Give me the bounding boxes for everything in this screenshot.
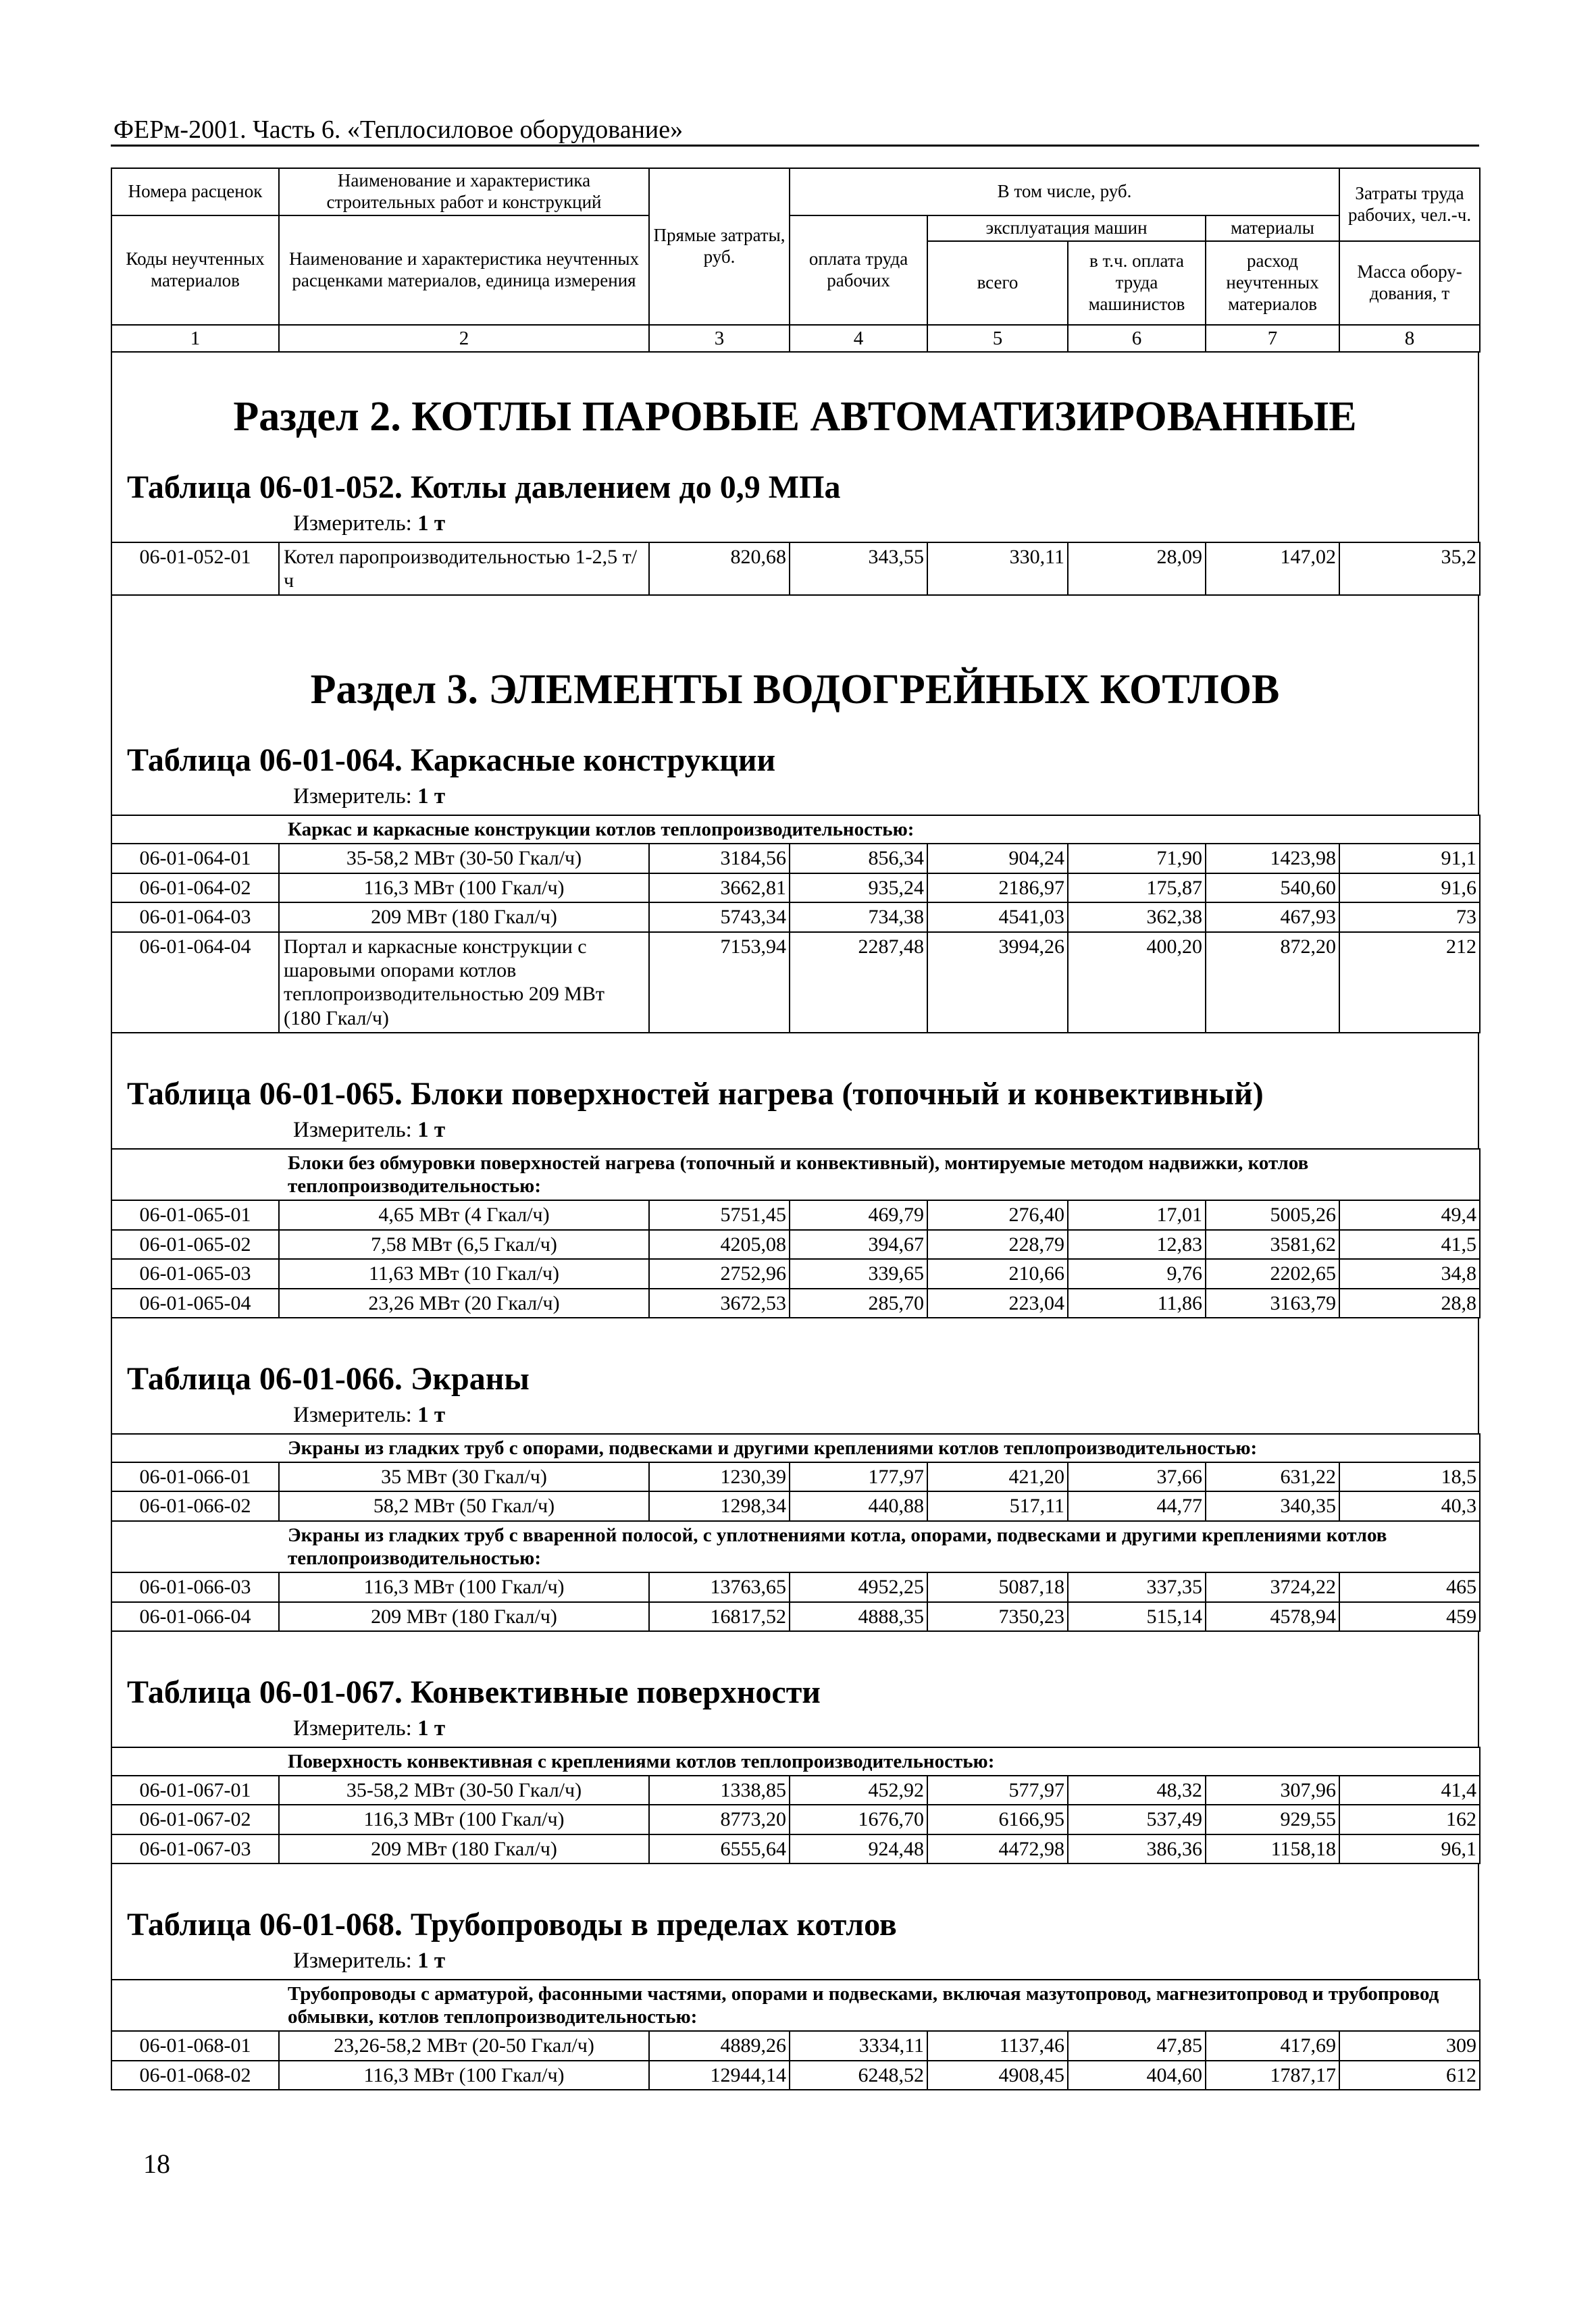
group-label: Каркас и каркасные конструкции котлов теплопроизводительностью: (111, 815, 1480, 844)
column-number: 7 (1206, 325, 1339, 352)
value-cell: 5005,26 (1206, 1200, 1339, 1229)
rate-code: 06-01-052-01 (111, 542, 279, 596)
column-number: 8 (1339, 325, 1480, 352)
value-cell: 175,87 (1068, 873, 1206, 902)
value-cell: 223,04 (927, 1289, 1068, 1318)
value-cell: 6166,95 (927, 1805, 1068, 1834)
value-cell: 394,67 (790, 1230, 927, 1259)
rate-code: 06-01-066-02 (111, 1491, 279, 1520)
value-cell: 3184,56 (649, 844, 790, 873)
group-row (111, 1434, 1480, 1462)
work-name: Портал и каркасные конструкции с шаровыми опорами котлов теплопроизводительностью 209 МВт (180 Гкал/ч) (279, 932, 649, 1033)
table-heading (111, 1662, 1479, 1747)
group-label: Блоки без обмуровки поверхностей нагрева (топочный и конвективный), монтируемые методом надвижки, котлов теплопроизводительностью: (111, 1149, 1480, 1200)
value-cell: 8773,20 (649, 1805, 790, 1834)
work-name: 35-58,2 МВт (30-50 Гкал/ч) (279, 844, 649, 873)
value-cell: 1298,34 (649, 1491, 790, 1520)
work-name: 35-58,2 МВт (30-50 Гкал/ч) (279, 1776, 649, 1805)
work-name: Котел паропроизводительностью 1-2,5 т/ч (279, 542, 649, 596)
rate-code: 06-01-065-02 (111, 1230, 279, 1259)
table-heading (111, 1063, 1479, 1148)
value-cell: 47,85 (1068, 2031, 1206, 2060)
table-heading (111, 457, 1479, 542)
table-row (111, 1776, 1480, 1805)
value-cell: 465 (1339, 1572, 1480, 1601)
rate-code: 06-01-065-03 (111, 1259, 279, 1288)
table-row (111, 844, 1480, 873)
column-number: 4 (790, 325, 927, 352)
table-heading (111, 729, 1479, 815)
table-row (111, 1289, 1480, 1318)
value-cell: 7350,23 (927, 1602, 1068, 1631)
value-cell: 4578,94 (1206, 1602, 1339, 1631)
value-cell: 49,4 (1339, 1200, 1480, 1229)
column-number: 1 (111, 325, 279, 352)
measure-unit-label: Измеритель: (293, 1716, 412, 1741)
col8-top-header: Затраты труда рабочих, чел.-ч. (1339, 168, 1480, 241)
value-cell: 5087,18 (927, 1572, 1068, 1601)
work-name: 7,58 МВт (6,5 Гкал/ч) (279, 1230, 649, 1259)
value-cell: 3662,81 (649, 873, 790, 902)
value-cell: 459 (1339, 1602, 1480, 1631)
document-body (111, 168, 1479, 2090)
table-row (111, 902, 1480, 931)
column-number: 5 (927, 325, 1068, 352)
group-label: Поверхность конвективная с креплениями котлов теплопроизводительностью: (111, 1747, 1480, 1776)
col2-bottom-header: Наименование и характеристика неучтенных расценками материалов, единица измерения (279, 215, 649, 325)
value-cell: 11,86 (1068, 1289, 1206, 1318)
value-cell: 400,20 (1068, 932, 1206, 1033)
col3-header: Прямые затраты, руб. (649, 168, 790, 325)
value-cell: 3994,26 (927, 932, 1068, 1033)
value-cell: 734,38 (790, 902, 927, 931)
measure-unit (112, 511, 1478, 542)
value-cell: 9,76 (1068, 1259, 1206, 1288)
rate-code: 06-01-067-01 (111, 1776, 279, 1805)
rate-code: 06-01-066-04 (111, 1602, 279, 1631)
rate-code: 06-01-064-02 (111, 873, 279, 902)
value-cell: 1787,17 (1206, 2061, 1339, 2090)
value-cell: 6248,52 (790, 2061, 927, 2090)
value-cell: 7153,94 (649, 932, 790, 1033)
group-row (111, 1149, 1480, 1200)
measure-unit-label: Измеритель: (293, 1948, 412, 1973)
value-cell: 1137,46 (927, 2031, 1068, 2060)
value-cell: 330,11 (927, 542, 1068, 596)
value-cell: 4541,03 (927, 902, 1068, 931)
rate-code: 06-01-068-02 (111, 2061, 279, 2090)
value-cell: 1230,39 (649, 1462, 790, 1491)
measure-unit (112, 1949, 1478, 1979)
value-cell: 44,77 (1068, 1491, 1206, 1520)
table-spacer (111, 1632, 1479, 1662)
table-row (111, 1491, 1480, 1520)
value-cell: 2287,48 (790, 932, 927, 1033)
value-cell: 452,92 (790, 1776, 927, 1805)
rates-table (111, 1979, 1481, 2090)
rate-code: 06-01-064-04 (111, 932, 279, 1033)
column-header-table (111, 168, 1481, 353)
work-name: 116,3 МВт (100 Гкал/ч) (279, 2061, 649, 2090)
work-name: 58,2 МВт (50 Гкал/ч) (279, 1491, 649, 1520)
value-cell: 147,02 (1206, 542, 1339, 596)
col6-header: в т.ч. оплата труда машинистов (1068, 241, 1206, 325)
value-cell: 3724,22 (1206, 1572, 1339, 1601)
measure-unit-value: 1 т (417, 784, 446, 809)
section-title: Раздел 3. ЭЛЕМЕНТЫ ВОДОГРЕЙНЫХ КОТЛОВ (310, 667, 1280, 713)
rates-table (111, 1747, 1481, 1864)
value-cell: 91,1 (1339, 844, 1480, 873)
table-heading (111, 1894, 1479, 1979)
group-row (111, 815, 1480, 844)
value-cell: 469,79 (790, 1200, 927, 1229)
table-row (111, 2061, 1480, 2090)
work-name: 209 МВт (180 Гкал/ч) (279, 902, 649, 931)
value-cell: 1676,70 (790, 1805, 927, 1834)
rates-table (111, 542, 1481, 596)
value-cell: 386,36 (1068, 1834, 1206, 1863)
value-cell: 362,38 (1068, 902, 1206, 931)
value-cell: 212 (1339, 932, 1480, 1033)
value-cell: 515,14 (1068, 1602, 1206, 1631)
table-title: Таблица 06-01-052. Котлы давлением до 0,9 МПа (127, 469, 841, 505)
value-cell: 1423,98 (1206, 844, 1339, 873)
value-cell: 421,20 (927, 1462, 1068, 1491)
table-row (111, 1834, 1480, 1863)
value-cell: 577,97 (927, 1776, 1068, 1805)
value-cell: 1338,85 (649, 1776, 790, 1805)
value-cell: 2752,96 (649, 1259, 790, 1288)
table-row (111, 1572, 1480, 1601)
group-label: Экраны из гладких труб с вваренной полосой, с уплотнениями котла, опорами, подвесками и другими креплениями котлов теплопроизводительностью: (111, 1521, 1480, 1572)
value-cell: 4908,45 (927, 2061, 1068, 2090)
table-spacer (111, 596, 1479, 625)
table-title: Таблица 06-01-067. Конвективные поверхности (127, 1674, 821, 1710)
rates-table (111, 815, 1481, 1033)
value-cell: 18,5 (1339, 1462, 1480, 1491)
value-cell: 91,6 (1339, 873, 1480, 902)
work-name: 209 МВт (180 Гкал/ч) (279, 1834, 649, 1863)
value-cell: 28,09 (1068, 542, 1206, 596)
table-row (111, 2031, 1480, 2060)
value-cell: 631,22 (1206, 1462, 1339, 1491)
value-cell: 3163,79 (1206, 1289, 1339, 1318)
table-row (111, 1259, 1480, 1288)
work-name: 23,26 МВт (20 Гкал/ч) (279, 1289, 649, 1318)
rates-table (111, 1148, 1481, 1318)
col2-top-header: Наименование и характеристика строительных работ и конструкций (279, 168, 649, 215)
measure-unit-label: Измеритель: (293, 1402, 412, 1427)
work-name: 35 МВт (30 Гкал/ч) (279, 1462, 649, 1491)
value-cell: 4888,35 (790, 1602, 927, 1631)
value-cell: 1158,18 (1206, 1834, 1339, 1863)
group-label: Трубопроводы с арматурой, фасонными частями, опорами и подвесками, включая мазутопровод, магнезитопровод и трубопровод обмывки, котлов теплопроизводительностью: (111, 1980, 1480, 2031)
value-cell: 309 (1339, 2031, 1480, 2060)
col4-header: оплата труда рабочих (790, 215, 927, 325)
rate-code: 06-01-064-01 (111, 844, 279, 873)
value-cell: 276,40 (927, 1200, 1068, 1229)
section-title: Раздел 2. КОТЛЫ ПАРОВЫЕ АВТОМАТИЗИРОВАННЫЕ (233, 393, 1357, 440)
group-row (111, 1747, 1480, 1776)
work-name: 116,3 МВт (100 Гкал/ч) (279, 1805, 649, 1834)
rate-code: 06-01-065-04 (111, 1289, 279, 1318)
value-cell: 40,3 (1339, 1491, 1480, 1520)
value-cell: 4889,26 (649, 2031, 790, 2060)
value-cell: 17,01 (1068, 1200, 1206, 1229)
measure-unit-label: Измеритель: (293, 511, 412, 536)
value-cell: 16817,52 (649, 1602, 790, 1631)
rate-code: 06-01-067-03 (111, 1834, 279, 1863)
rate-code: 06-01-064-03 (111, 902, 279, 931)
value-cell: 34,8 (1339, 1259, 1480, 1288)
measure-unit-value: 1 т (417, 1402, 446, 1427)
work-name: 116,3 МВт (100 Гкал/ч) (279, 873, 649, 902)
section-block (111, 625, 1479, 729)
value-cell: 177,97 (790, 1462, 927, 1491)
col1-bottom-header: Коды неучтенных материалов (111, 215, 279, 325)
table-row (111, 1602, 1480, 1631)
table-row (111, 1462, 1480, 1491)
value-cell: 6555,64 (649, 1834, 790, 1863)
value-cell: 37,66 (1068, 1462, 1206, 1491)
value-cell: 3334,11 (790, 2031, 927, 2060)
column-number: 6 (1068, 325, 1206, 352)
value-cell: 856,34 (790, 844, 927, 873)
work-name: 4,65 МВт (4 Гкал/ч) (279, 1200, 649, 1229)
group-label: Экраны из гладких труб с опорами, подвесками и другими креплениями котлов теплопроизводительностью: (111, 1434, 1480, 1462)
value-cell: 4205,08 (649, 1230, 790, 1259)
column-number: 2 (279, 325, 649, 352)
value-cell: 4472,98 (927, 1834, 1068, 1863)
value-cell: 12944,14 (649, 2061, 790, 2090)
value-cell: 73 (1339, 902, 1480, 931)
rate-code: 06-01-066-01 (111, 1462, 279, 1491)
value-cell: 210,66 (927, 1259, 1068, 1288)
value-cell: 5743,34 (649, 902, 790, 931)
value-cell: 337,35 (1068, 1572, 1206, 1601)
value-cell: 467,93 (1206, 902, 1339, 931)
table-spacer (111, 1033, 1479, 1063)
value-cell: 12,83 (1068, 1230, 1206, 1259)
value-cell: 307,96 (1206, 1776, 1339, 1805)
table-row (111, 542, 1480, 596)
measure-unit-value: 1 т (417, 1117, 446, 1142)
sections-container (111, 353, 1479, 2090)
table-row (111, 932, 1480, 1033)
table-title: Таблица 06-01-064. Каркасные конструкции (127, 742, 776, 779)
measure-unit-value: 1 т (417, 1948, 446, 1973)
table-title: Таблица 06-01-068. Трубопроводы в пределах котлов (127, 1907, 897, 1943)
table-spacer (111, 1318, 1479, 1348)
measure-unit-value: 1 т (417, 511, 446, 536)
value-cell: 343,55 (790, 542, 927, 596)
measure-unit-label: Измеритель: (293, 1117, 412, 1142)
col1-top-header: Номера расценок (111, 168, 279, 215)
column-number: 3 (649, 325, 790, 352)
value-cell: 929,55 (1206, 1805, 1339, 1834)
work-name: 209 МВт (180 Гкал/ч) (279, 1602, 649, 1631)
header-rule (111, 145, 1479, 147)
col5-header: всего (927, 241, 1068, 325)
page-number: 18 (143, 2149, 170, 2179)
value-cell: 540,60 (1206, 873, 1339, 902)
value-cell: 41,4 (1339, 1776, 1480, 1805)
table-row (111, 1230, 1480, 1259)
value-cell: 404,60 (1068, 2061, 1206, 2090)
value-cell: 612 (1339, 2061, 1480, 2090)
value-cell: 41,5 (1339, 1230, 1480, 1259)
measure-unit-value: 1 т (417, 1716, 446, 1741)
col8-bottom-header: Масса обору-дования, т (1339, 241, 1480, 325)
rates-table (111, 1433, 1481, 1632)
value-cell: 162 (1339, 1805, 1480, 1834)
value-cell: 2186,97 (927, 873, 1068, 902)
measure-unit-label: Измеритель: (293, 784, 412, 809)
measure-unit (112, 1403, 1478, 1433)
value-cell: 924,48 (790, 1834, 927, 1863)
table-row (111, 1805, 1480, 1834)
value-cell: 28,8 (1339, 1289, 1480, 1318)
group-row (111, 1980, 1480, 2031)
value-cell: 872,20 (1206, 932, 1339, 1033)
measure-unit (112, 1118, 1478, 1148)
table-row (111, 873, 1480, 902)
materials-header: материалы (1206, 215, 1339, 241)
table-heading (111, 1348, 1479, 1433)
value-cell: 517,11 (927, 1491, 1068, 1520)
rate-code: 06-01-068-01 (111, 2031, 279, 2060)
measure-unit (112, 784, 1478, 815)
value-cell: 339,65 (790, 1259, 927, 1288)
rate-code: 06-01-065-01 (111, 1200, 279, 1229)
machines-header: эксплуатация машин (927, 215, 1206, 241)
col7-header: расход неучтенных материалов (1206, 241, 1339, 325)
work-name: 116,3 МВт (100 Гкал/ч) (279, 1572, 649, 1601)
value-cell: 440,88 (790, 1491, 927, 1520)
table-title: Таблица 06-01-066. Экраны (127, 1360, 530, 1397)
value-cell: 35,2 (1339, 542, 1480, 596)
table-row (111, 1200, 1480, 1229)
measure-unit (112, 1716, 1478, 1747)
section-block (111, 353, 1479, 457)
value-cell: 228,79 (927, 1230, 1068, 1259)
incl-header: В том числе, руб. (790, 168, 1339, 215)
value-cell: 3672,53 (649, 1289, 790, 1318)
work-name: 23,26-58,2 МВт (20-50 Гкал/ч) (279, 2031, 649, 2060)
value-cell: 935,24 (790, 873, 927, 902)
value-cell: 820,68 (649, 542, 790, 596)
value-cell: 417,69 (1206, 2031, 1339, 2060)
value-cell: 71,90 (1068, 844, 1206, 873)
table-title: Таблица 06-01-065. Блоки поверхностей нагрева (топочный и конвективный) (127, 1076, 1264, 1112)
value-cell: 285,70 (790, 1289, 927, 1318)
value-cell: 904,24 (927, 844, 1068, 873)
value-cell: 5751,45 (649, 1200, 790, 1229)
value-cell: 13763,65 (649, 1572, 790, 1601)
page-header-title: ФЕРм-2001. Часть 6. «Теплосиловое оборудование» (113, 115, 684, 144)
value-cell: 340,35 (1206, 1491, 1339, 1520)
work-name: 11,63 МВт (10 Гкал/ч) (279, 1259, 649, 1288)
value-cell: 48,32 (1068, 1776, 1206, 1805)
rate-code: 06-01-067-02 (111, 1805, 279, 1834)
value-cell: 96,1 (1339, 1834, 1480, 1863)
value-cell: 4952,25 (790, 1572, 927, 1601)
value-cell: 3581,62 (1206, 1230, 1339, 1259)
table-spacer (111, 1864, 1479, 1894)
value-cell: 537,49 (1068, 1805, 1206, 1834)
group-row (111, 1521, 1480, 1572)
rate-code: 06-01-066-03 (111, 1572, 279, 1601)
value-cell: 2202,65 (1206, 1259, 1339, 1288)
